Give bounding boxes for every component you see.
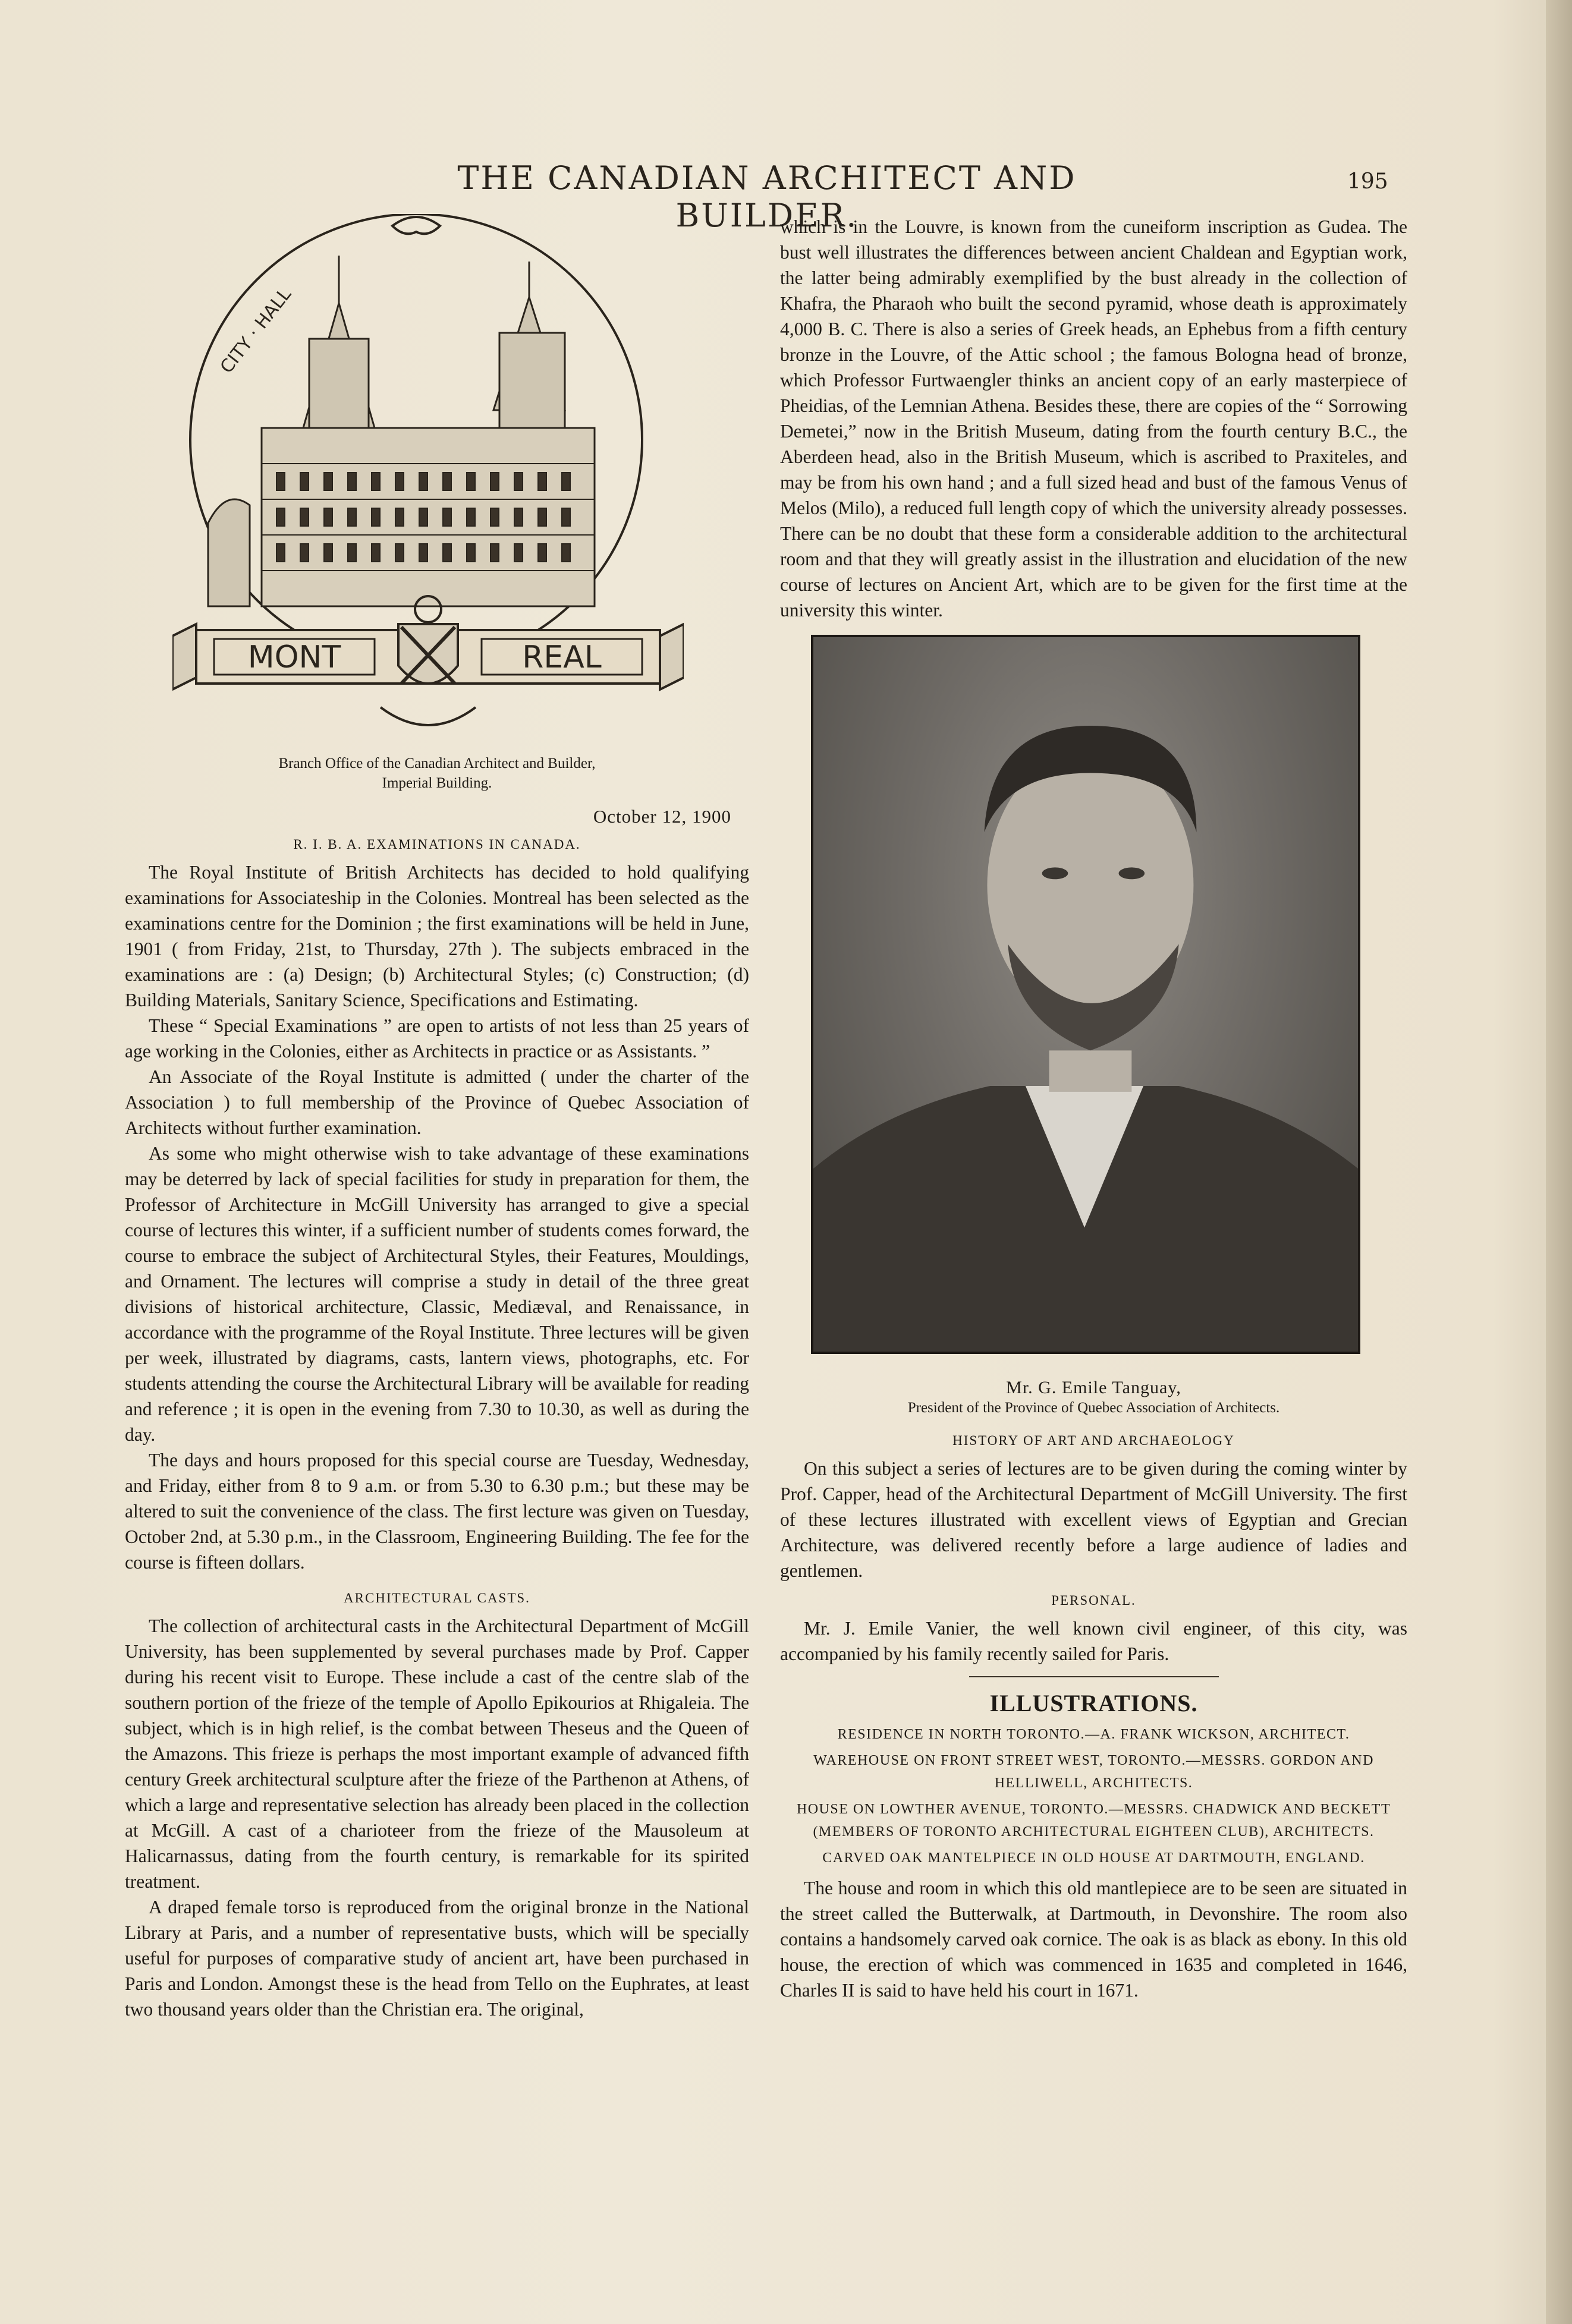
article-paragraph: The house and room in which this old mantlepiece are to be seen are situated in the street called the Butterwalk, at Dartmouth, in Devonshire. The room also contains a handsomely carved oak cornice. The oak is as black as ebony. In this old house, the erection of which was commenced in 1635 and completed in 1646, Charles II is said to have held his court in 1671. (780, 1878, 1407, 2001)
illustrations-heading: ILLUSTRATIONS. (989, 1690, 1198, 1717)
issue-dateline: October 12, 1900 (593, 806, 731, 827)
section-heading-architectural-casts: ARCHITECTURAL CASTS. (344, 1591, 530, 1605)
right-column (780, 214, 1407, 2003)
portrait-name-caption: Mr. G. Emile Tanguay, (1006, 1378, 1181, 1397)
section-divider-rule (969, 1676, 1219, 1677)
illustration-list-item: HOUSE ON LOWTHER AVENUE, TORONTO.—MESSRS. CHADWICK AND BECKETT (MEMBERS OF TORONTO ARCHITECTURAL EIGHTEEN CLUB), ARCHITECTS. (796, 1802, 1391, 1840)
running-header-title: THE CANADIAN ARCHITECT AND BUILDER. (457, 159, 1077, 234)
illustration-list-item: RESIDENCE IN NORTH TORONTO.—A. FRANK WICKSON, ARCHITECT. (837, 1727, 1350, 1742)
article-paragraph: Mr. J. Emile Vanier, the well known civil engineer, of this city, was accompanied by his family recently sailed for Paris. (780, 1618, 1407, 1664)
montreal-ribbon-banner (172, 596, 684, 725)
page-spine-edge (1546, 0, 1572, 2324)
article-paragraph: The collection of architectural casts in the Architectural Department of McGill University, has been supplemented by several purchases made by Prof. Capper during his recent visit to Europe. These include a cast of the centre slab of the southern portion of the frieze of the temple of Apollo Epikourios at Rhigaleia. The subject, which is in high relief, is the combat between Theseus and the Queen of the Amazons. This frieze is perhaps the most important example of advanced fifth century Greek architectural sculpture after the frieze of the Parthenon at Athens, of which a large and representative selection has already been placed in the collection at McGill. A cast of a charioteer from the frieze of the Mausoleum at Halicarnassus, dating from the fourth century, is remarkable for its spirited treatment. (125, 1616, 749, 1892)
article-paragraph: The Royal Institute of British Architects has decided to hold qualifying examinations for Associateship in the Colonies. Montreal has been selected as the examinations centre for the Dominion ; the first examinations will be held in June, 1901 ( from Friday, 21st, to Thursday, 27th ). The subjects embraced in the examinations are : (a) Design; (b) Architectural Styles; (c) Construction; (d) Building Materials, Sanitary Science, Specifications and Estimating. (125, 862, 749, 1010)
bottom-scroll-ornament-icon (381, 707, 476, 725)
ribbon-right-text: REAL (522, 640, 602, 675)
article-paragraph: An Associate of the Royal Institute is admitted ( under the charter of the Association ) to full membership of the Province of Quebec Association of Architects without further examination. (125, 1066, 749, 1138)
portrait-figure-drawing (813, 637, 1358, 1352)
engraving-caption-line2: Imperial Building. (382, 775, 492, 791)
engraving-caption-line1: Branch Office of the Canadian Architect and Builder, (278, 755, 596, 771)
article-paragraph: As some who might otherwise wish to take advantage of these examinations may be deterred by lack of special facilities for study in preparation for them, the Professor of Architecture in McGill University has arranged to give a special course of lectures this winter, if a sufficient number of students comes forward, the course to embrace the subject of Architectural Styles, their Features, Mouldings, and Ornament. The lectures will comprise a study in detail of the three great divisions of historical architecture, Classic, Mediæval, and Renaissance, in accordance with the programme of the Royal Institute. Three lectures will be given per week, illustrated by diagrams, casts, lantern views, photographs, etc. For students attending the course the Architectural Library will be available for reading and reference ; it is open in the evening from 7.30 to 10.30, as well as during the day. (125, 1143, 749, 1445)
top-ornament-icon (392, 217, 440, 234)
section-heading-personal: PERSONAL. (1051, 1593, 1136, 1608)
article-paragraph: These “ Special Examinations ” are open to artists of not less than 25 years of age working in the Colonies, either as Architects in practice or as Assistants. ” (125, 1015, 749, 1062)
page-number: 195 (1347, 169, 1388, 194)
ribbon-left-text: MONT (247, 640, 341, 675)
section-heading-riba: R. I. B. A. EXAMINATIONS IN CANADA. (293, 837, 581, 852)
portrait-role-caption: President of the Province of Quebec Association of Architects. (907, 1400, 1280, 1416)
section-heading-history-of-art: HISTORY OF ART AND ARCHAEOLOGY (952, 1433, 1235, 1448)
portrait-photograph (811, 635, 1360, 1354)
montreal-city-hall-engraving (172, 214, 684, 749)
city-hall-arc-label: CITY · HALL (216, 284, 295, 377)
illustration-list-item: CARVED OAK MANTELPIECE IN OLD HOUSE AT DARTMOUTH, ENGLAND. (822, 1850, 1365, 1866)
article-paragraph: The days and hours proposed for this special course are Tuesday, Wednesday, and Friday, either from 8 to 9 a.m. or from 5.30 to 6.30 p.m.; but these may be altered to suit the convenience of the class. The first lecture was given on Tuesday, October 2nd, at 5.30 p.m., in the Classroom, Engineering Building. The fee for the course is fifteen dollars. (125, 1450, 749, 1573)
illustration-list-item: WAREHOUSE ON FRONT STREET WEST, TORONTO.—MESSRS. GORDON AND HELLIWELL, ARCHITECTS. (813, 1753, 1374, 1791)
article-paragraph: A draped female torso is reproduced from the original bronze in the National Library at Paris, and a number of representative busts, which will be specially useful for purposes of comparative study of ancient art, have been purchased in Paris and London. Amongst these is the head from Tello on the Euphrates, at least two thousand years older than the Christian era. The original, (125, 1897, 749, 2020)
article-continuation-paragraph: which is in the Louvre, is known from the cuneiform inscription as Gudea. The bust well illustrates the differences between ancient Chaldean and Egyptian work, the latter being admirably exemplified by the bust already in the collection of Khafra, the Pharaoh who built the second pyramid, whose death is approximately 4,000 B. C. There is also a series of Greek heads, an Ephebus from a fifth century bronze in the Louvre, of the Attic school ; the famous Bologna head of bronze, which Professor Furtwaengler thinks an ancient copy of an early masterpiece of Pheidias, of the Lemnian Athena. Besides these, there are copies of the “ Sorrowing Demetei,” now in the British Museum, dating from the fourth century B.C., the Aberdeen head, also in the British Museum, which is ascribed to Praxiteles, and may be from his own hand ; and a full sized head and bust of the famous Venus of Melos (Milo), a reduced full length copy of which the university already possesses. There can be no doubt that these form a considerable addition to the architectural room and that they will greatly assist in the illustration and elucidation of the new course of lectures on Ancient Art, which are to be given for the first time at the university this winter. (780, 216, 1407, 621)
left-column (125, 214, 749, 2022)
article-paragraph: On this subject a series of lectures are to be given during the coming winter by Prof. Capper, head of the Architectural Department of McGill University. The first of these lectures illustrated with excellent views of Egyptian and Grecian Architecture, was delivered recently before a large audience of ladies and gentlemen. (780, 1458, 1407, 1581)
